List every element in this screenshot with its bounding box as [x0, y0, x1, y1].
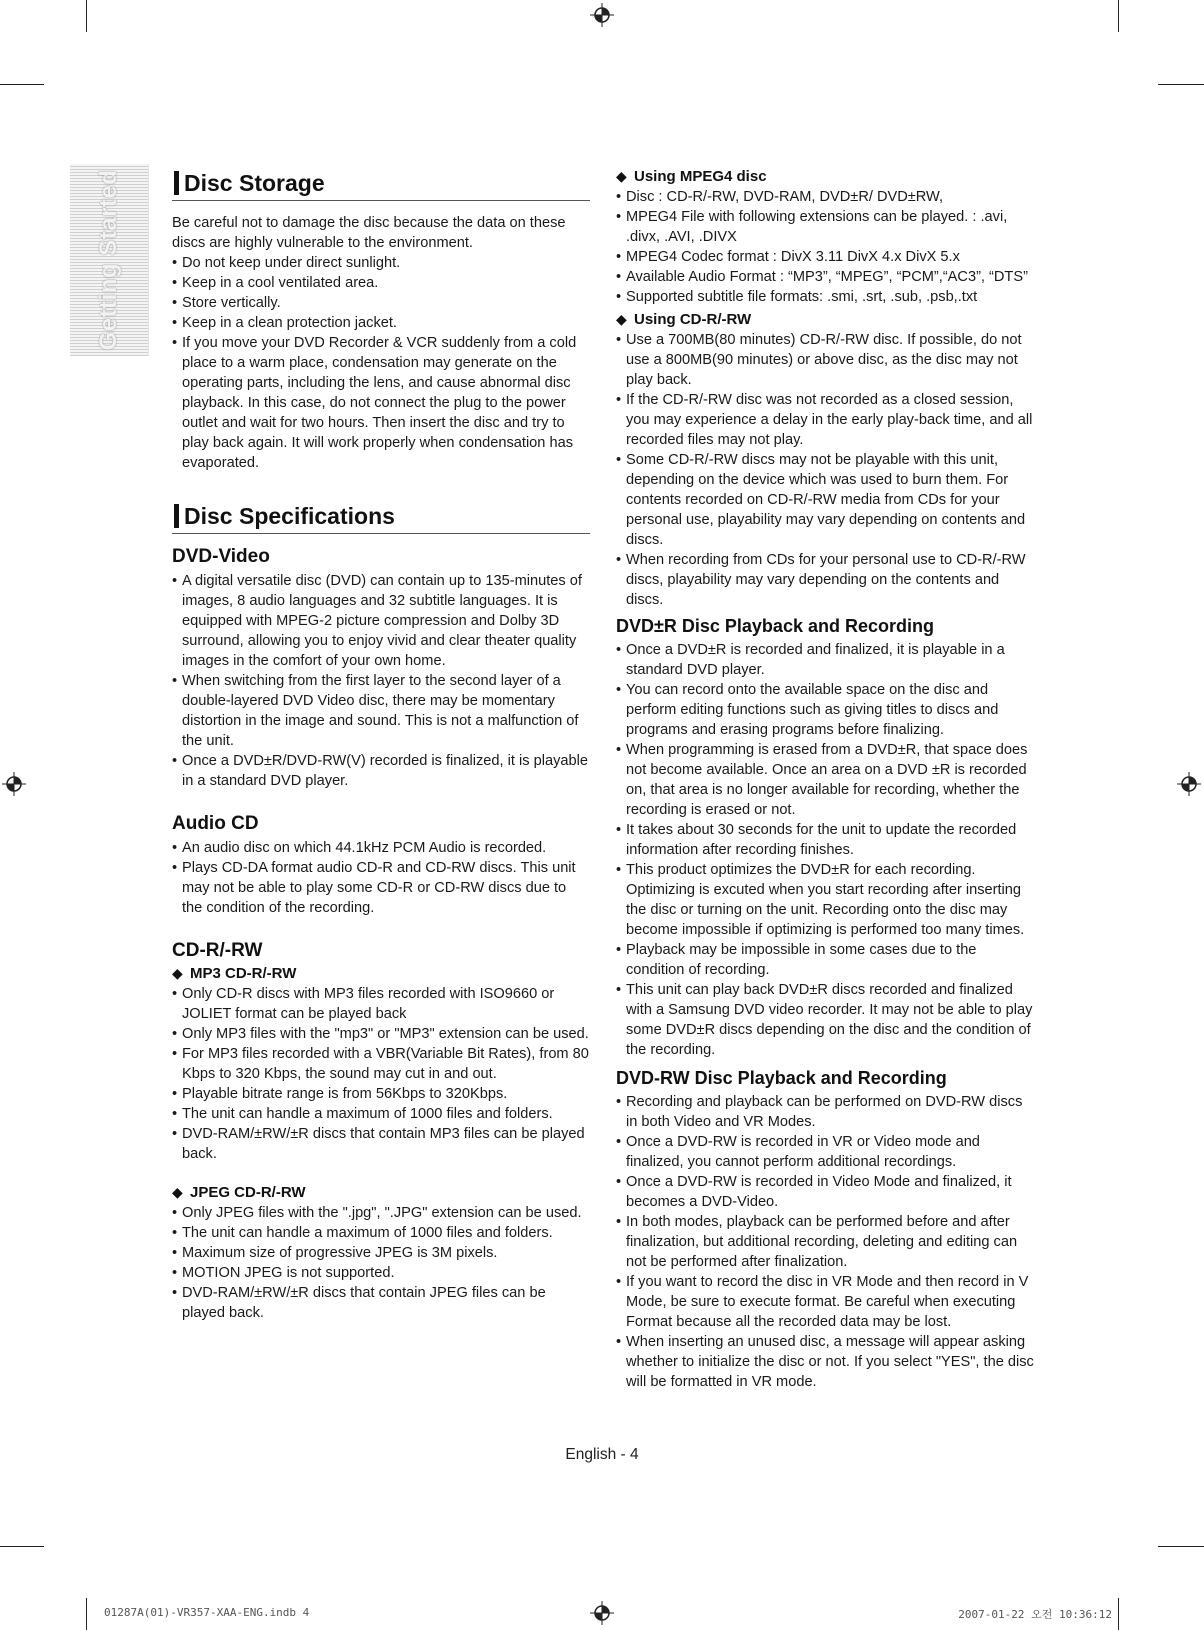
list-item: • The unit can handle a maximum of 1000 files and folders. [172, 1104, 590, 1124]
list-item: • Recording and playback can be performed on DVD-RW discs in both Video and VR Modes. [616, 1092, 1034, 1132]
list-item: • Only MP3 files with the "mp3" or "MP3" extension can be used. [172, 1024, 590, 1044]
audio-cd-list [172, 838, 590, 918]
list-item: • DVD-RAM/±RW/±R discs that contain MP3 files can be played back. [172, 1124, 590, 1164]
list-item: • Only JPEG files with the ".jpg", ".JPG" extension can be used. [172, 1203, 590, 1223]
list-item: • Some CD-R/-RW discs may not be playable with this unit, depending on the device which was used to burn them. For contents recorded on CD-R/-RW media from CDs for your personal use, playability may vary depending on contents and discs. [616, 450, 1034, 550]
list-item: • The unit can handle a maximum of 1000 files and folders. [172, 1223, 590, 1243]
registration-mark-icon [1176, 771, 1202, 797]
list-item: • You can record onto the available space on the disc and perform editing functions such as giving titles to discs and programs and erasing programs before finalizing. [616, 680, 1034, 740]
page-number: English - 4 [565, 1446, 639, 1463]
list-item: • When programming is erased from a DVD±R, that space does not become available. Once an area on a DVD ±R is recorded on, that area is no longer available for recording, whether the recording is erased or not. [616, 740, 1034, 820]
subheading-using-mpeg4: ◆ Using MPEG4 disc [616, 168, 767, 185]
list-item: • MOTION JPEG is not supported. [172, 1263, 590, 1283]
subheading-dvd-video: DVD-Video [172, 546, 270, 567]
list-item: • If you want to record the disc in VR Mode and then record in V Mode, be sure to execute format. Be careful when executing Format because all the recorded data may be lost. [616, 1272, 1034, 1332]
list-item: • When switching from the first layer to the second layer of a double-layered DVD Video disc, there may be momentary distortion in the image and sound. This is not a malfunction of the unit. [172, 671, 590, 751]
list-item: • Do not keep under direct sunlight. [172, 253, 590, 273]
list-item: • Disc : CD-R/-RW, DVD-RAM, DVD±R/ DVD±RW, [616, 187, 1034, 207]
disc-storage-intro: Be careful not to damage the disc because the data on these discs are highly vulnerable to the environment. [172, 215, 566, 251]
list-item: • Once a DVD±R/DVD-RW(V) recorded is finalized, it is playable in a standard DVD player. [172, 751, 590, 791]
dvd-video-list [172, 571, 590, 791]
right-column [616, 168, 1034, 1392]
list-item: • Supported subtitle file formats: .smi, .srt, .sub, .psb,.txt [616, 287, 1034, 307]
registration-mark-icon [589, 1600, 615, 1626]
list-item: • Once a DVD-RW is recorded in Video Mode and finalized, it becomes a DVD-Video. [616, 1172, 1034, 1212]
list-item: • MPEG4 File with following extensions can be played. : .avi, .divx, .AVI, .DIVX [616, 207, 1034, 247]
section-title-disc-storage: Disc Storage [172, 170, 590, 201]
subheading-cd-rrw: CD-R/-RW [172, 940, 263, 961]
dvdrw-list [616, 1092, 1034, 1392]
print-date-slug: 2007-01-22 오전 10:36:12 [958, 1608, 1112, 1621]
list-item: • Playable bitrate range is from 56Kbps to 320Kbps. [172, 1084, 590, 1104]
subheading-audio-cd: Audio CD [172, 813, 259, 834]
subheading-jpeg-cdrrw: ◆ JPEG CD-R/-RW [172, 1184, 306, 1201]
list-item: • Keep in a clean protection jacket. [172, 313, 590, 333]
crop-mark [1158, 1546, 1204, 1547]
subheading-mp3-cdrrw: ◆ MP3 CD-R/-RW [172, 965, 297, 982]
registration-mark-icon [589, 2, 615, 28]
list-item: • Use a 700MB(80 minutes) CD-R/-RW disc. If possible, do not use a 800MB(90 minutes) or above disc, as the disc may not play back. [616, 330, 1034, 390]
diamond-bullet-icon: ◆ [172, 1184, 183, 1200]
list-item: • Only CD-R discs with MP3 files recorded with ISO9660 or JOLIET format can be played back [172, 984, 590, 1024]
list-item: • In both modes, playback can be performed before and after finalization, but additional recording, deleting and editing can not be performed after finalization. [616, 1212, 1034, 1272]
mp3-list [172, 984, 590, 1164]
crop-mark [1118, 0, 1119, 32]
crop-mark [0, 84, 44, 85]
list-item: • It takes about 30 seconds for the unit to update the recorded information after recording finishes. [616, 820, 1034, 860]
crop-mark [0, 1546, 44, 1547]
diamond-bullet-icon: ◆ [616, 168, 627, 184]
list-item: • DVD-RAM/±RW/±R discs that contain JPEG files can be played back. [172, 1283, 590, 1323]
disc-storage-list [172, 253, 590, 473]
dvdr-list [616, 640, 1034, 1060]
mpeg4-list [616, 187, 1034, 307]
list-item: • Keep in a cool ventilated area. [172, 273, 590, 293]
list-item: • If the CD-R/-RW disc was not recorded as a closed session, you may experience a delay in the early play-back time, and all recorded files may not play. [616, 390, 1034, 450]
cdrrw-list [616, 330, 1034, 610]
registration-mark-icon [1, 771, 27, 797]
list-item: • When recording from CDs for your personal use to CD-R/-RW discs, playability may vary depending on the contents and discs. [616, 550, 1034, 610]
list-item: • Store vertically. [172, 293, 590, 313]
side-tab-label: Getting Started [95, 169, 122, 351]
list-item: • A digital versatile disc (DVD) can contain up to 135-minutes of images, 8 audio languages and 32 subtitle languages. It is equipped with MPEG-2 picture compression and Dolby 3D surround, allowing you to enjoy vivid and clear theater quality images in the comfort of your own home. [172, 571, 590, 671]
list-item: • Maximum size of progressive JPEG is 3M pixels. [172, 1243, 590, 1263]
jpeg-list [172, 1203, 590, 1323]
list-item: • Playback may be impossible in some cases due to the condition of recording. [616, 940, 1034, 980]
list-item: • Once a DVD-RW is recorded in VR or Video mode and finalized, you cannot perform additional recordings. [616, 1132, 1034, 1172]
crop-mark [1118, 1598, 1119, 1630]
list-item: • MPEG4 Codec format : DivX 3.11 DivX 4.x DivX 5.x [616, 247, 1034, 267]
crop-mark [1158, 84, 1204, 85]
heading-bar [174, 504, 179, 528]
diamond-bullet-icon: ◆ [172, 965, 183, 981]
section-title-disc-specifications: Disc Specifications [172, 503, 590, 534]
crop-mark [86, 0, 87, 32]
list-item: • An audio disc on which 44.1kHz PCM Audio is recorded. [172, 838, 590, 858]
subheading-dvdr-playback: DVD±R Disc Playback and Recording [616, 616, 934, 636]
heading-bar [174, 171, 179, 195]
list-item: • If you move your DVD Recorder & VCR suddenly from a cold place to a warm place, condensation may generate on the operating parts, including the lens, and cause abnormal disc playback. In this case, do not connect the plug to the power outlet and wait for two hours. Then insert the disc and try to play back again. It will work properly when condensation has evaporated. [172, 333, 590, 473]
list-item: • Available Audio Format : “MP3”, “MPEG”, “PCM”,“AC3”, “DTS” [616, 267, 1034, 287]
list-item: • This unit can play back DVD±R discs recorded and finalized with a Samsung DVD video recorder. It may not be able to play some DVD±R discs depending on the disc and the condition of the recording. [616, 980, 1034, 1060]
left-column [172, 170, 590, 1323]
list-item: • This product optimizes the DVD±R for each recording. Optimizing is excuted when you start recording after inserting the disc or turning on the unit. Recording onto the disc may become impossible if optimizing is performed too many times. [616, 860, 1034, 940]
list-item: • When inserting an unused disc, a message will appear asking whether to initialize the disc or not. If you select "YES", the disc will be formatted in VR mode. [616, 1332, 1034, 1392]
list-item: • Once a DVD±R is recorded and finalized, it is playable in a standard DVD player. [616, 640, 1034, 680]
list-item: • Plays CD-DA format audio CD-R and CD-RW discs. This unit may not be able to play some CD-R or CD-RW discs due to the condition of the recording. [172, 858, 590, 918]
crop-mark [86, 1598, 87, 1630]
subheading-dvdrw-playback: DVD-RW Disc Playback and Recording [616, 1068, 947, 1088]
subheading-using-cdrrw: ◆ Using CD-R/-RW [616, 311, 752, 328]
list-item: • For MP3 files recorded with a VBR(Variable Bit Rates), from 80 Kbps to 320 Kbps, the sound may cut in and out. [172, 1044, 590, 1084]
print-file-slug: 01287A(01)-VR357-XAA-ENG.indb 4 [104, 1606, 310, 1619]
diamond-bullet-icon: ◆ [616, 311, 627, 327]
